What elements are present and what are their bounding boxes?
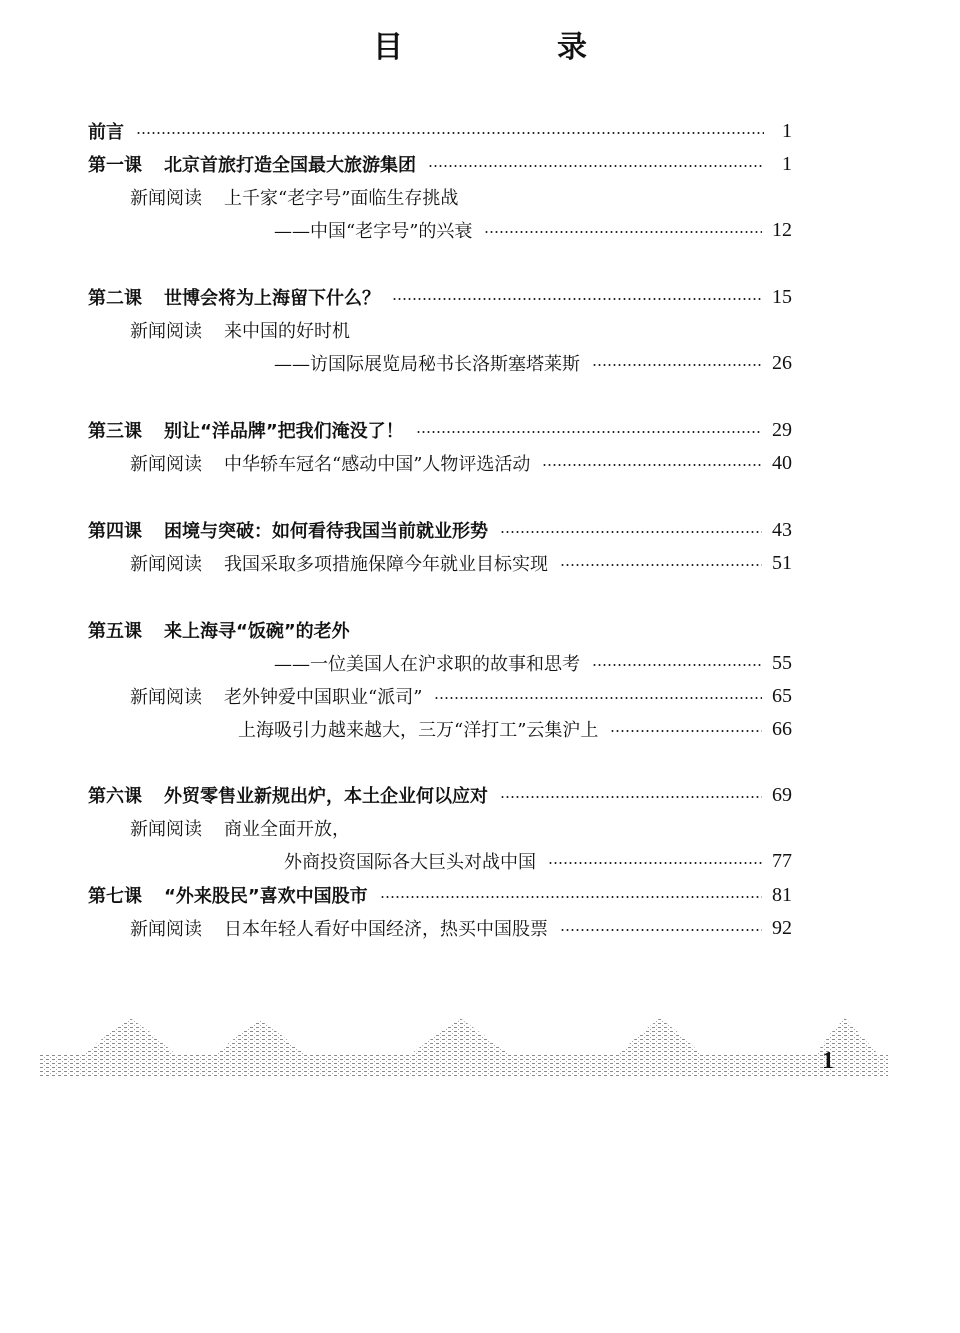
lesson-title: 北京首旅打造全国最大旅游集团 [164, 155, 416, 176]
page-number: 81 [772, 883, 792, 906]
toc-entry-lesson-5[interactable] [88, 615, 792, 645]
toc-entry-lesson-1[interactable] [88, 149, 792, 179]
page-number: 92 [772, 916, 792, 939]
toc-entry-reading-continued[interactable] [88, 846, 792, 876]
entry-label: 前言 [88, 122, 124, 143]
dot-leader [560, 929, 762, 931]
page-number: 12 [772, 218, 792, 241]
lesson-number: 第七课 [88, 886, 142, 907]
dot-leader [380, 896, 762, 898]
reading-kind: 新闻阅读 [130, 454, 202, 475]
lesson-subtitle: ——一位美国人在沪求职的故事和思考 [274, 654, 580, 675]
page-title: 目 录 [373, 30, 649, 65]
page-number: 1 [782, 119, 792, 142]
pagoda-decoration-icon [40, 1010, 888, 1080]
page-number: 26 [772, 351, 792, 374]
toc-entry-lesson-subtitle[interactable] [88, 648, 792, 678]
lesson-number: 第六课 [88, 786, 142, 807]
toc-entry-reading[interactable] [88, 548, 792, 578]
dot-leader [434, 697, 762, 699]
toc-entry-reading-subtitle[interactable] [88, 348, 792, 378]
reading-title: 日本年轻人看好中国经济，热买中国股票 [224, 919, 548, 940]
reading-title-continued: 外商投资国际各大巨头对战中国 [284, 852, 536, 873]
footer-page-number: 1 [822, 1048, 834, 1074]
page-number: 15 [772, 285, 792, 308]
lesson-title: 别让“洋品牌”把我们淹没了！ [164, 421, 404, 442]
page-number: 51 [772, 551, 792, 574]
toc-entry-lesson-4[interactable] [88, 515, 792, 545]
reading-title: 上千家“老字号”面临生存挑战 [224, 188, 459, 209]
toc-entry-reading[interactable] [88, 315, 792, 345]
page-number: 66 [772, 717, 792, 740]
lesson-title: 外贸零售业新规出炉，本土企业何以应对 [164, 786, 488, 807]
toc-entry-lesson-7[interactable] [88, 880, 792, 910]
lesson-title: 来上海寻“饭碗”的老外 [164, 621, 350, 642]
page-number: 55 [772, 651, 792, 674]
dot-leader [416, 431, 762, 433]
toc-entry-reading[interactable] [88, 813, 792, 843]
reading-subtitle: ——中国“老字号”的兴衰 [274, 221, 473, 242]
reading-kind: 新闻阅读 [130, 919, 202, 940]
lesson-title: “外来股民”喜欢中国股市 [164, 886, 368, 907]
page-number: 40 [772, 451, 792, 474]
toc-entry-reading[interactable] [88, 182, 792, 212]
toc-entry-lesson-3[interactable] [88, 415, 792, 445]
toc-entry-reading[interactable] [88, 448, 792, 478]
reading-subtitle: ——访国际展览局秘书长洛斯塞塔莱斯 [274, 354, 580, 375]
dot-leader [560, 564, 762, 566]
page-number: 43 [772, 518, 792, 541]
toc-entry-reading-subtitle[interactable] [88, 215, 792, 245]
dot-leader [392, 298, 762, 300]
reading-title: 上海吸引力越来越大，三万“洋打工”云集沪上 [238, 720, 599, 741]
reading-title: 来中国的好时机 [224, 321, 350, 342]
dot-leader [500, 531, 762, 533]
page-number: 77 [772, 849, 792, 872]
dot-leader [610, 730, 762, 732]
dot-leader [136, 132, 764, 134]
reading-title: 中华轿车冠名“感动中国”人物评选活动 [224, 454, 531, 475]
reading-kind: 新闻阅读 [130, 188, 202, 209]
reading-title: 商业全面开放， [224, 819, 350, 840]
dot-leader [484, 231, 762, 233]
toc-entry-reading[interactable] [88, 913, 792, 943]
lesson-number: 第五课 [88, 621, 142, 642]
dot-leader [542, 464, 762, 466]
reading-kind: 新闻阅读 [130, 321, 202, 342]
lesson-title: 困境与突破：如何看待我国当前就业形势 [164, 521, 488, 542]
toc-entry-lesson-6[interactable] [88, 780, 792, 810]
toc-entry-lesson-2[interactable] [88, 282, 792, 312]
toc-entry-preface[interactable] [88, 116, 792, 146]
page-number: 65 [772, 684, 792, 707]
lesson-number: 第四课 [88, 521, 142, 542]
reading-title: 我国采取多项措施保障今年就业目标实现 [224, 554, 548, 575]
reading-title: 老外钟爱中国职业“派司” [224, 687, 423, 708]
dot-leader [500, 796, 762, 798]
reading-kind: 新闻阅读 [130, 687, 202, 708]
page-number: 69 [772, 783, 792, 806]
toc-entry-reading[interactable] [88, 714, 792, 744]
toc-entry-reading[interactable] [88, 681, 792, 711]
page-number: 1 [782, 152, 792, 175]
lesson-number: 第三课 [88, 421, 142, 442]
dot-leader [592, 364, 762, 366]
dot-leader [592, 664, 762, 666]
reading-kind: 新闻阅读 [130, 819, 202, 840]
page-number: 29 [772, 418, 792, 441]
reading-kind: 新闻阅读 [130, 554, 202, 575]
dot-leader [428, 165, 764, 167]
dot-leader [548, 862, 762, 864]
lesson-number: 第二课 [88, 288, 142, 309]
lesson-number: 第一课 [88, 155, 142, 176]
lesson-title: 世博会将为上海留下什么？ [164, 288, 380, 309]
